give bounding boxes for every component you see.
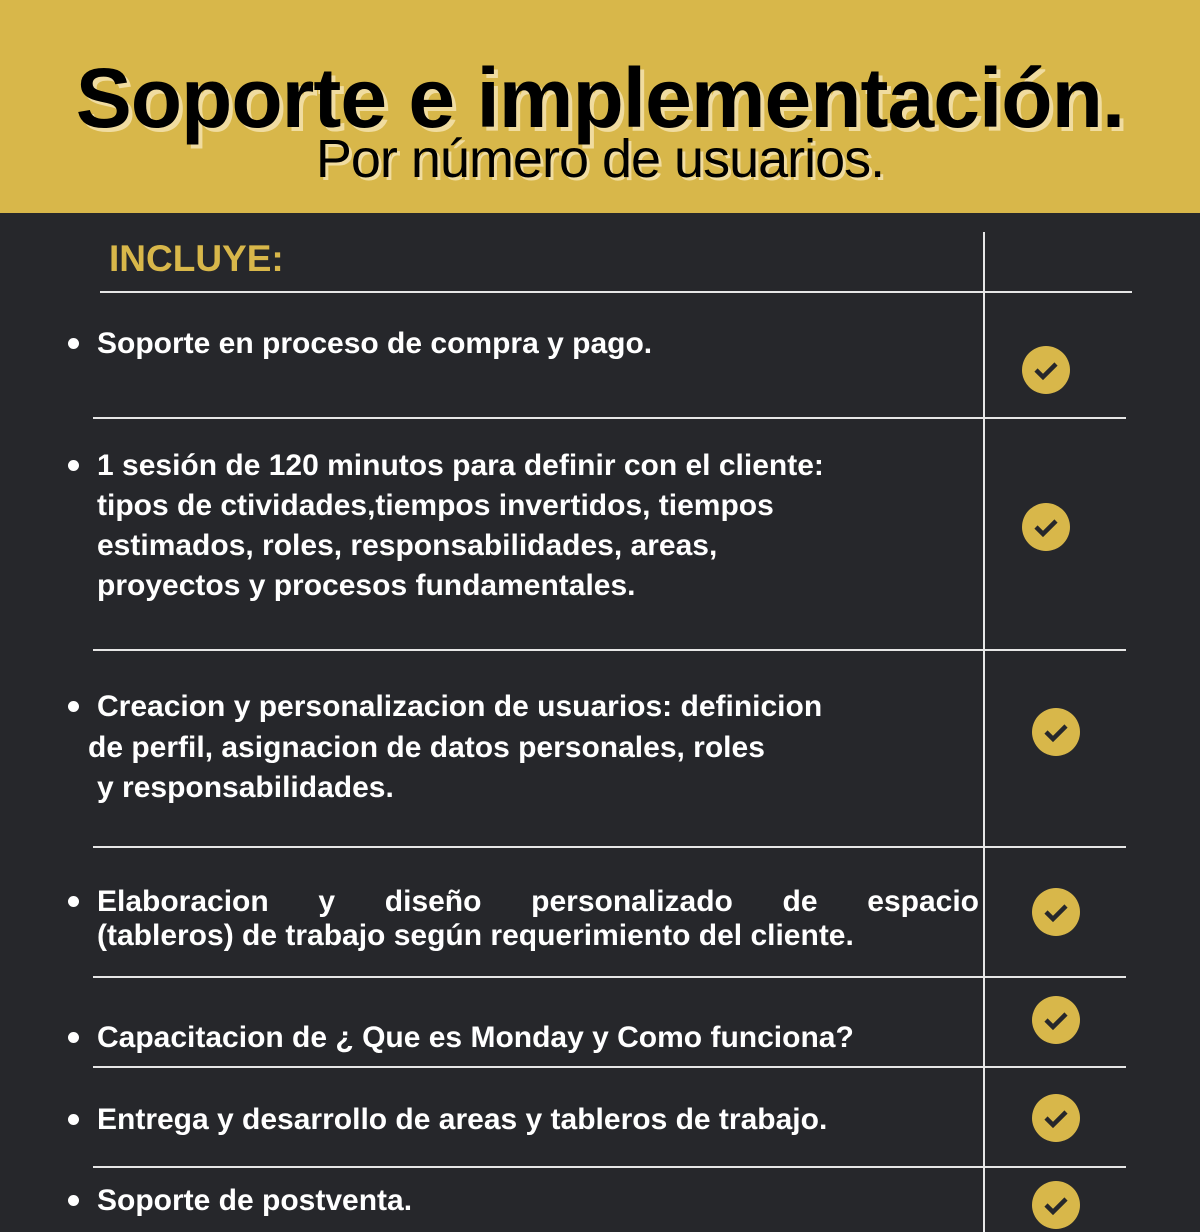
- row-divider: [93, 1166, 1126, 1168]
- bullet-icon: [68, 701, 79, 712]
- item-text: estimados, roles, responsabilidades, areas,: [97, 529, 718, 562]
- check-icon: [1032, 708, 1080, 756]
- item-text: tipos de ctividades,tiempos invertidos, tiempos: [97, 489, 774, 522]
- check-icon: [1032, 996, 1080, 1044]
- check-icon: [1022, 346, 1070, 394]
- header-banner: [0, 0, 1200, 213]
- item-text: Elaboracion y diseño personalizado de espacio: [97, 885, 979, 918]
- page-title: Soporte e implementación.: [75, 51, 1125, 145]
- section-label: INCLUYE:: [109, 238, 284, 279]
- column-divider: [983, 232, 985, 1232]
- item-text: y responsabilidades.: [97, 771, 394, 804]
- row-divider: [93, 1066, 1126, 1068]
- item-text: de perfil, asignacion de datos personales, roles: [88, 731, 765, 764]
- row-divider: [93, 976, 1126, 978]
- check-icon: [1022, 503, 1070, 551]
- bullet-icon: [68, 1114, 79, 1125]
- check-icon: [1032, 888, 1080, 936]
- item-text: Creacion y personalizacion de usuarios: definicion: [97, 690, 823, 723]
- row-divider: [93, 649, 1126, 651]
- bullet-icon: [68, 338, 79, 349]
- item-text: Soporte de postventa.: [97, 1184, 413, 1217]
- check-icon: [1032, 1181, 1080, 1229]
- item-text: (tableros) de trabajo según requerimiento del cliente.: [97, 919, 854, 952]
- bullet-icon: [68, 1195, 79, 1206]
- row-divider: [100, 291, 1132, 293]
- page-subtitle: Por número de usuarios.: [315, 129, 885, 189]
- bullet-icon: [68, 1032, 79, 1043]
- item-text: 1 sesión de 120 minutos para definir con el cliente:: [97, 449, 824, 482]
- item-text: Entrega y desarrollo de areas y tableros de trabajo.: [97, 1103, 828, 1136]
- check-icon: [1032, 1094, 1080, 1142]
- row-divider: [93, 846, 1126, 848]
- item-text: Soporte en proceso de compra y pago.: [97, 327, 653, 360]
- item-text: proyectos y procesos fundamentales.: [97, 569, 636, 602]
- bullet-icon: [68, 896, 79, 907]
- row-divider: [93, 417, 1126, 419]
- bullet-icon: [68, 460, 79, 471]
- item-text: Capacitacion de ¿ Que es Monday y Como funciona?: [97, 1021, 854, 1054]
